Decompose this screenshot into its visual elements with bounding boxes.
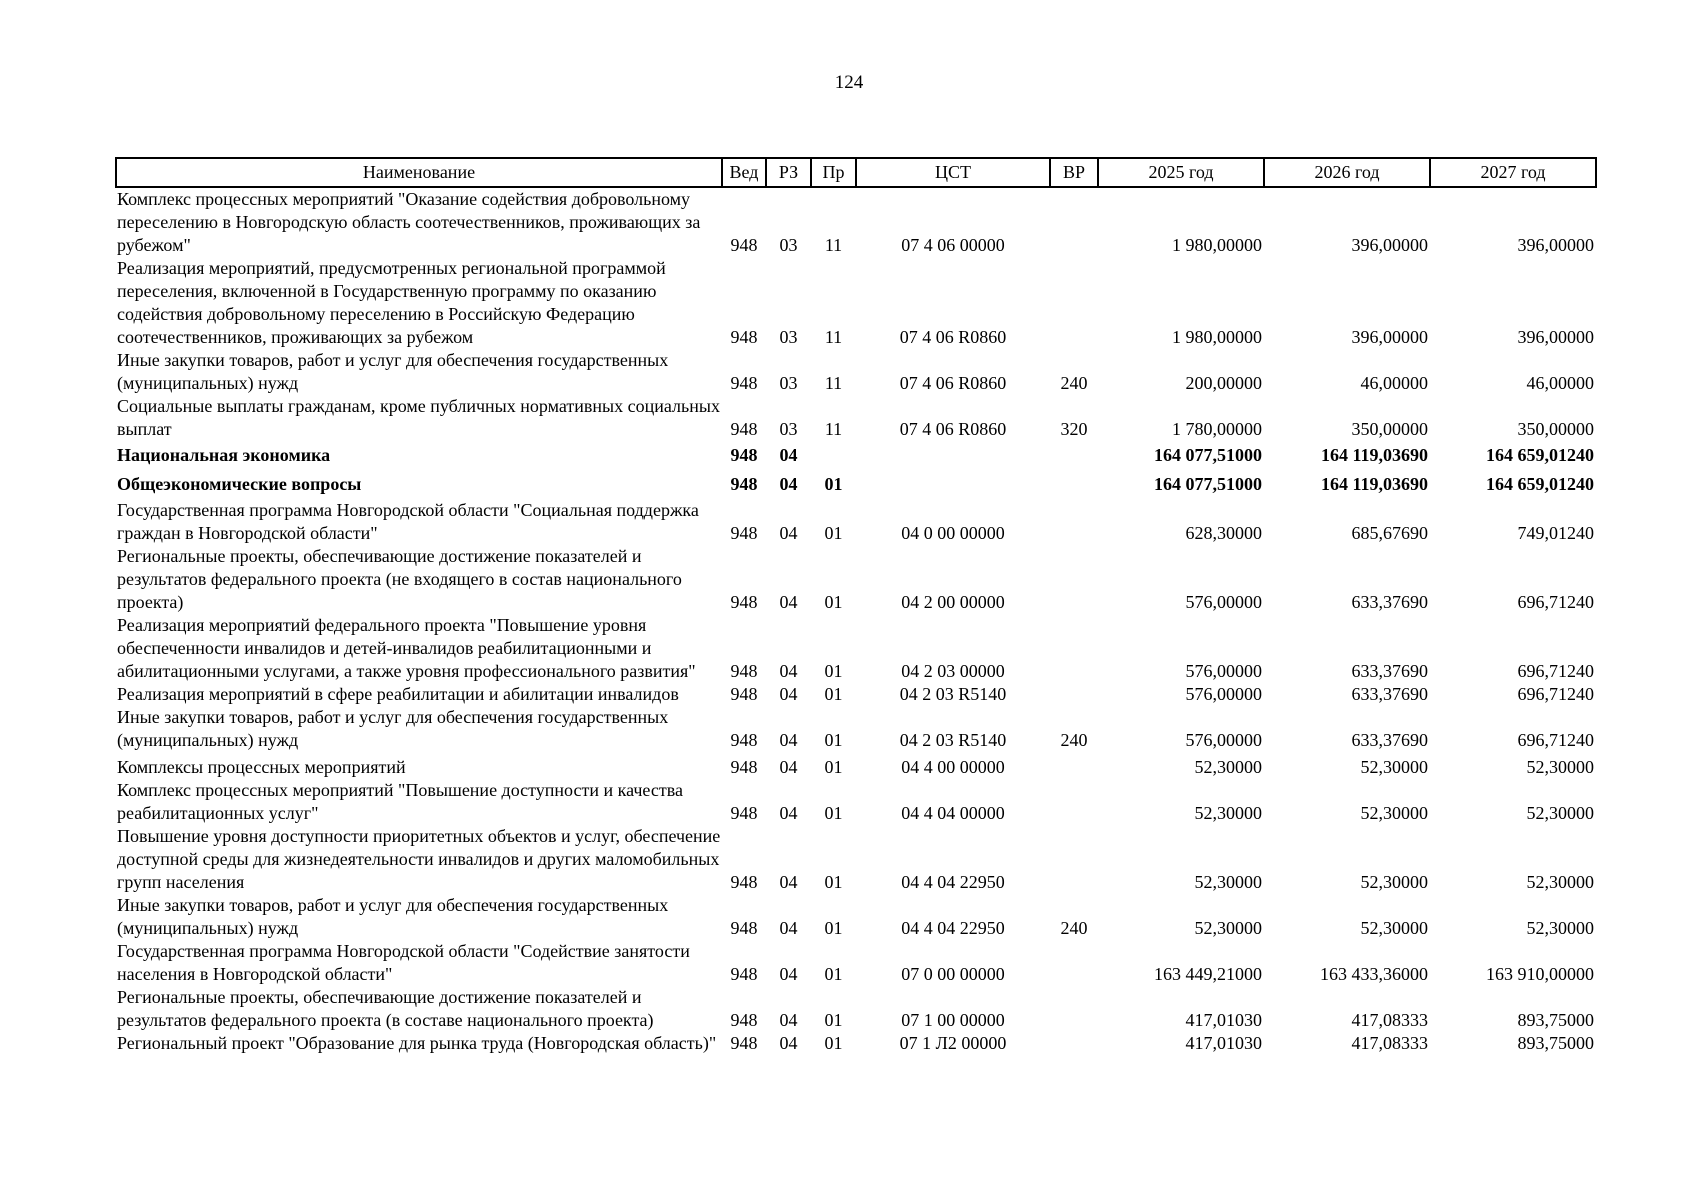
header-cst: ЦСТ [856,158,1050,187]
row-2026: 52,30000 [1360,918,1428,938]
row-rz: 04 [779,1033,798,1053]
row-name: Комплекс процессных мероприятий "Повышение доступности и качества реабилитационных услуг" [117,780,683,823]
row-vr: 240 [1060,373,1088,393]
header-vr: ВР [1050,158,1098,187]
table-row-subsection [116,470,1596,499]
row-rz: 04 [779,684,798,704]
row-2025: 52,30000 [1194,803,1262,823]
row-ved: 948 [730,445,758,465]
row-2025: 576,00000 [1185,730,1262,750]
row-name: Повышение уровня доступности приоритетных объектов и услуг, обеспечение доступной среды для жизнедеятельности инвалидов и других маломобильных групп населения [117,826,721,892]
row-vr [1050,441,1098,470]
table-row [116,349,1596,395]
row-pr: 01 [824,803,843,823]
row-pr: 01 [824,684,843,704]
row-rz: 04 [779,661,798,681]
row-cst: 07 1 00 00000 [901,1010,1005,1030]
row-2027: 164 659,01240 [1486,474,1594,494]
row-2026: 46,00000 [1360,373,1428,393]
row-2025: 52,30000 [1194,918,1262,938]
row-name: Реализация мероприятий федерального проекта "Повышение уровня обеспеченности инвалидов и детей-инвалидов реабилитационными и абилитационными услугами, а также уровня профессионального развития" [117,615,696,681]
row-rz: 04 [779,592,798,612]
row-ved: 948 [730,964,758,984]
row-2027: 164 659,01240 [1486,445,1594,465]
row-name: Реализация мероприятий в сфере реабилитации и абилитации инвалидов [117,684,679,704]
row-cst [856,470,1050,499]
row-vr [1050,499,1098,545]
row-ved: 948 [730,872,758,892]
row-pr: 11 [824,419,843,439]
table-row [116,779,1596,825]
table-row [116,395,1596,441]
row-pr: 01 [824,757,843,777]
row-name: Государственная программа Новгородской области "Социальная поддержка граждан в Новгородской области" [117,500,699,543]
row-name: Иные закупки товаров, работ и услуг для обеспечения государственных (муниципальных) нужд [117,707,669,750]
row-vr [1050,545,1098,614]
header-name: Наименование [116,158,722,187]
row-2025: 576,00000 [1185,661,1262,681]
row-2027: 696,71240 [1517,592,1594,612]
row-2027: 396,00000 [1517,327,1594,347]
row-2026: 417,08333 [1351,1010,1428,1030]
row-2026: 52,30000 [1360,757,1428,777]
row-2025: 417,01030 [1185,1033,1262,1053]
table-row [116,614,1596,683]
header-pr: Пр [811,158,856,187]
table-row [116,986,1596,1032]
row-name: Региональные проекты, обеспечивающие достижение показателей и результатов федерального проекта (в составе национального проекта) [117,987,654,1030]
row-rz: 04 [779,523,798,543]
row-name: Иные закупки товаров, работ и услуг для обеспечения государственных (муниципальных) нужд [117,350,669,393]
row-pr [811,441,856,470]
row-2026: 685,67690 [1351,523,1428,543]
row-2026: 417,08333 [1351,1033,1428,1053]
row-name: Национальная экономика [117,445,331,465]
row-ved: 948 [730,918,758,938]
table-row [116,940,1596,986]
row-vr: 240 [1060,918,1088,938]
row-rz: 04 [779,757,798,777]
table-row [116,825,1596,894]
table-row [116,706,1596,752]
row-2027: 52,30000 [1526,803,1594,823]
row-cst: 04 2 03 00000 [901,661,1005,681]
row-rz: 04 [779,803,798,823]
row-ved: 948 [730,373,758,393]
row-vr [1050,1032,1098,1055]
row-2027: 52,30000 [1526,872,1594,892]
row-rz: 04 [779,964,798,984]
row-ved: 948 [730,474,758,494]
row-cst: 07 4 06 00000 [901,235,1005,255]
row-name: Иные закупки товаров, работ и услуг для обеспечения государственных (муниципальных) нужд [117,895,669,938]
row-name: Региональные проекты, обеспечивающие достижение показателей и результатов федерального проекта (не входящего в состав национального проекта) [117,546,682,612]
row-rz: 03 [779,373,798,393]
row-rz: 04 [779,1010,798,1030]
row-2027: 46,00000 [1526,373,1594,393]
row-cst: 04 4 00 00000 [901,757,1005,777]
row-ved: 948 [730,1010,758,1030]
row-ved: 948 [730,419,758,439]
table-header-row [116,158,1596,187]
row-2025: 576,00000 [1185,592,1262,612]
row-pr: 11 [824,373,843,393]
row-cst: 07 4 06 R0860 [899,373,1007,393]
row-2027: 163 910,00000 [1486,964,1594,984]
row-rz: 03 [779,419,798,439]
row-ved: 948 [730,757,758,777]
row-rz: 03 [779,327,798,347]
row-2026: 396,00000 [1351,235,1428,255]
row-2025: 164 077,51000 [1154,445,1262,465]
row-pr: 11 [824,235,843,255]
row-2027: 696,71240 [1517,730,1594,750]
row-ved: 948 [730,523,758,543]
header-2027: 2027 год [1430,158,1596,187]
table-row [116,257,1596,349]
row-pr: 01 [824,872,843,892]
row-rz: 04 [779,445,798,465]
row-rz: 04 [779,474,798,494]
row-ved: 948 [730,1033,758,1053]
row-pr: 01 [824,730,843,750]
row-2026: 633,37690 [1351,592,1428,612]
row-rz: 04 [779,918,798,938]
row-vr [1050,940,1098,986]
row-pr: 11 [824,327,843,347]
row-vr [1050,257,1098,349]
row-pr: 01 [824,661,843,681]
table-row [116,187,1596,257]
row-2027: 696,71240 [1517,684,1594,704]
row-2026: 52,30000 [1360,872,1428,892]
row-2025: 417,01030 [1185,1010,1262,1030]
row-2026: 163 433,36000 [1320,964,1428,984]
row-name: Социальные выплаты гражданам, кроме публичных нормативных социальных выплат [117,396,720,439]
row-2025: 628,30000 [1185,523,1262,543]
row-rz: 03 [779,235,798,255]
row-vr [1050,752,1098,779]
header-2025: 2025 год [1098,158,1264,187]
row-ved: 948 [730,684,758,704]
row-cst: 04 2 00 00000 [901,592,1005,612]
row-2027: 350,00000 [1517,419,1594,439]
header-ved: Вед [722,158,766,187]
row-vr [1050,986,1098,1032]
table-row [116,752,1596,779]
row-2026: 633,37690 [1351,730,1428,750]
row-2025: 200,00000 [1185,373,1262,393]
row-2026: 396,00000 [1351,327,1428,347]
row-cst: 07 0 00 00000 [901,964,1005,984]
row-2025: 52,30000 [1194,872,1262,892]
page-number: 124 [834,72,864,93]
row-2027: 52,30000 [1526,918,1594,938]
table-row [116,683,1596,706]
row-2026: 164 119,03690 [1320,445,1428,465]
row-2027: 749,01240 [1517,523,1594,543]
row-cst: 04 2 03 R5140 [899,730,1007,750]
row-cst: 07 4 06 R0860 [899,419,1007,439]
row-cst: 04 4 04 00000 [901,803,1005,823]
row-cst: 07 4 06 R0860 [899,327,1007,347]
row-cst: 04 4 04 22950 [901,918,1005,938]
row-ved: 948 [730,803,758,823]
row-pr: 01 [824,523,843,543]
row-name: Региональный проект "Образование для рынка труда (Новгородская область)" [117,1033,717,1053]
row-vr [1050,683,1098,706]
row-ved: 948 [730,661,758,681]
row-vr [1050,825,1098,894]
row-cst: 04 4 04 22950 [901,872,1005,892]
row-2026: 633,37690 [1351,684,1428,704]
row-2026: 52,30000 [1360,803,1428,823]
row-2025: 1 980,00000 [1172,327,1262,347]
row-2025: 576,00000 [1185,684,1262,704]
row-name: Комплекс процессных мероприятий "Оказание содействия добровольному переселению в Новгородскую область соотечественников, проживающих за рубежом" [117,189,701,255]
row-ved: 948 [730,592,758,612]
row-2026: 633,37690 [1351,661,1428,681]
row-cst: 04 0 00 00000 [901,523,1005,543]
table-row [116,894,1596,940]
row-2025: 164 077,51000 [1154,474,1262,494]
row-vr: 240 [1060,730,1088,750]
row-name: Комплексы процессных мероприятий [117,757,406,777]
row-ved: 948 [730,327,758,347]
row-vr [1050,470,1098,499]
row-cst: 04 2 03 R5140 [899,684,1007,704]
table-row [116,1032,1596,1055]
row-pr: 01 [824,474,843,494]
row-ved: 948 [730,730,758,750]
row-2025: 1 980,00000 [1172,235,1262,255]
row-ved: 948 [730,235,758,255]
row-2027: 893,75000 [1517,1033,1594,1053]
row-vr [1050,187,1098,257]
row-name: Реализация мероприятий, предусмотренных региональной программой переселения, включенной в Государственную программу по оказанию содействия добровольному переселению в Российскую Федерацию соотечественников, проживающих за рубежом [117,258,666,347]
header-2026: 2026 год [1264,158,1430,187]
row-2027: 696,71240 [1517,661,1594,681]
row-pr: 01 [824,964,843,984]
row-rz: 04 [779,872,798,892]
table-row-section [116,441,1596,470]
row-2026: 164 119,03690 [1320,474,1428,494]
row-2027: 396,00000 [1517,235,1594,255]
row-pr: 01 [824,918,843,938]
row-2025: 1 780,00000 [1172,419,1262,439]
row-2025: 163 449,21000 [1154,964,1262,984]
row-rz: 04 [779,730,798,750]
table-row [116,499,1596,545]
row-vr: 320 [1060,419,1088,439]
row-2027: 893,75000 [1517,1010,1594,1030]
row-vr [1050,779,1098,825]
row-name: Общеэкономические вопросы [117,474,362,494]
row-pr: 01 [824,1033,843,1053]
table-row [116,545,1596,614]
row-name: Государственная программа Новгородской области "Содействие занятости населения в Новгородской области" [117,941,690,984]
header-rz: РЗ [766,158,811,187]
row-vr [1050,614,1098,683]
row-cst: 07 1 Л2 00000 [899,1033,1007,1053]
row-2026: 350,00000 [1351,419,1428,439]
row-2025: 52,30000 [1194,757,1262,777]
row-2027: 52,30000 [1526,757,1594,777]
budget-table [115,157,1597,1055]
row-pr: 01 [824,592,843,612]
row-cst [856,441,1050,470]
row-pr: 01 [824,1010,843,1030]
